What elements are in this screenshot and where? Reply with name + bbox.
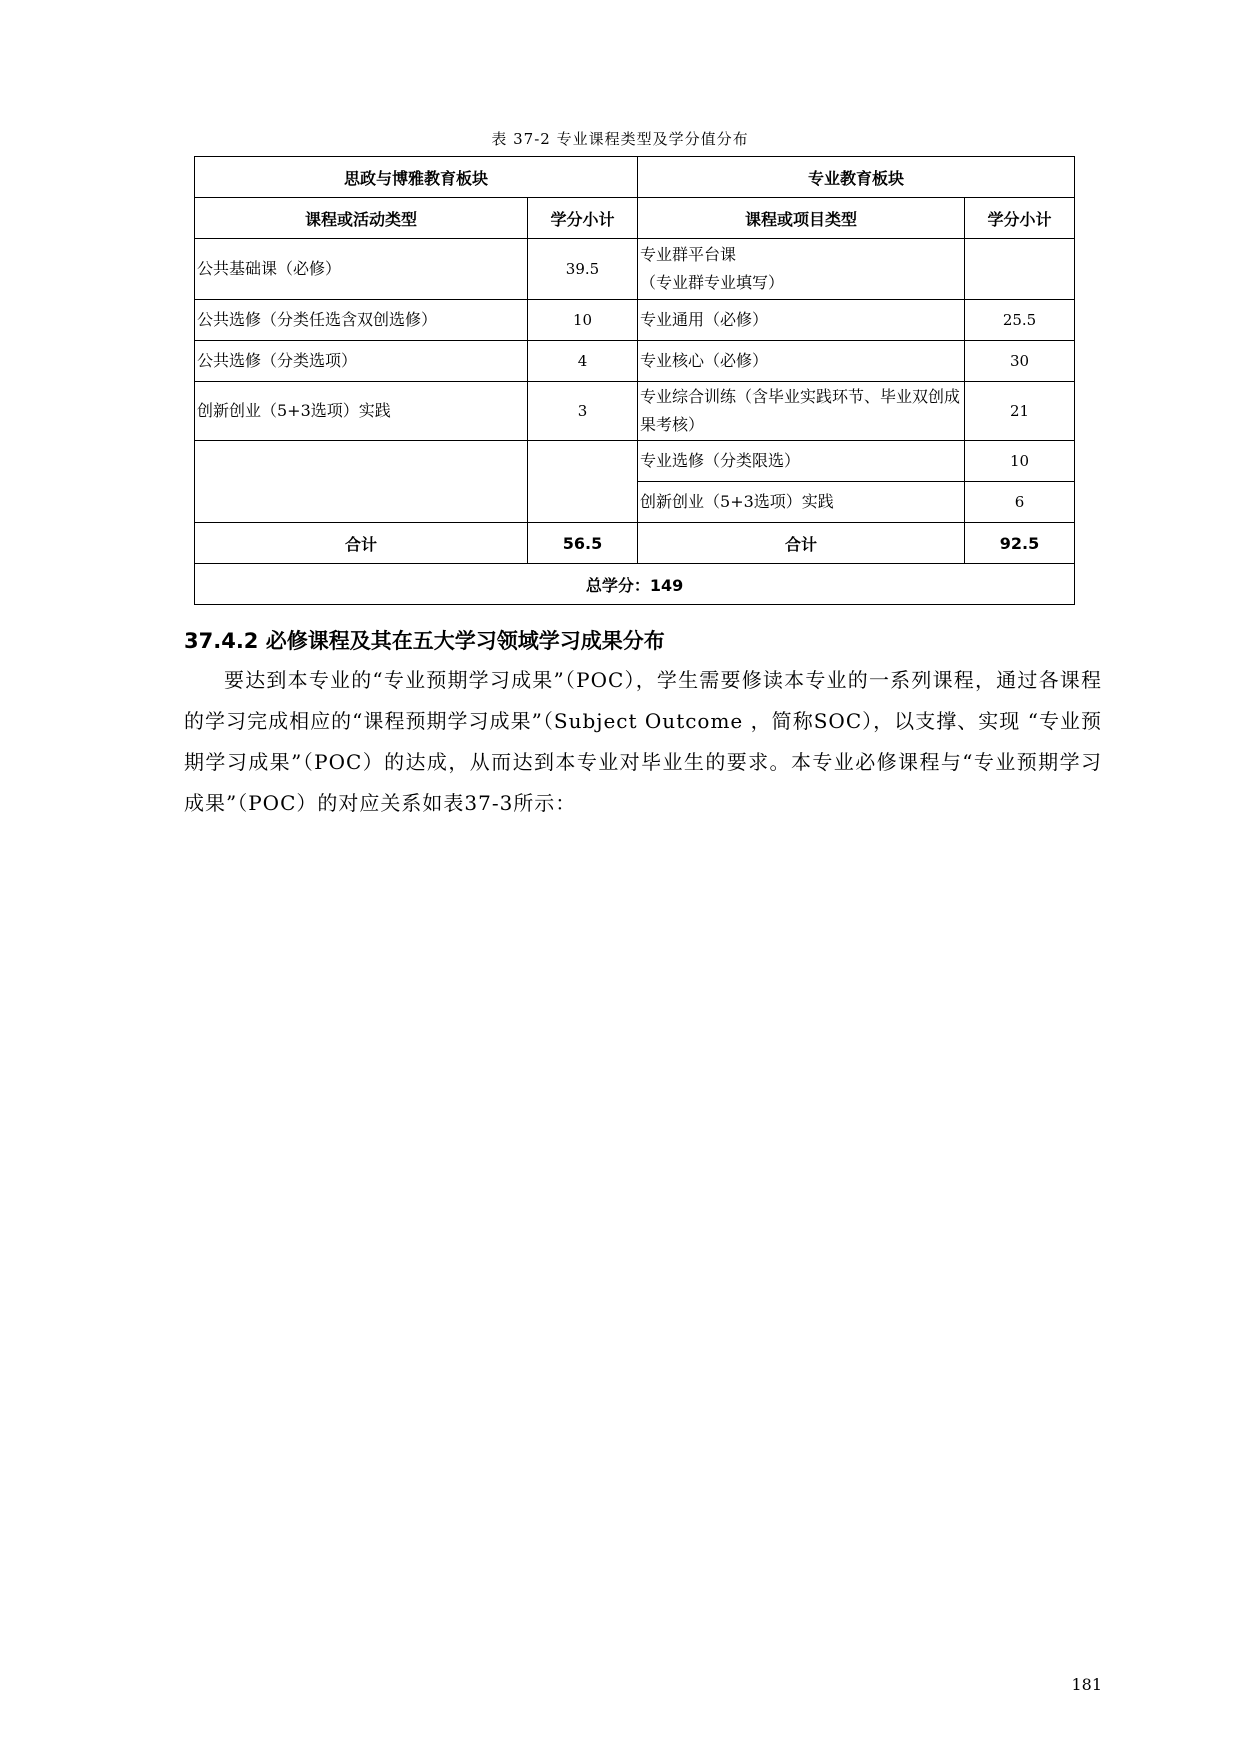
body-paragraph: 要达到本专业的“专业预期学习成果”（POC），学生需要修读本专业的一系列课程，通过各课程的学习完成相应的“课程预期学习成果”（Subject Outcome ，简称SOC），以支撑、实现 “专业预期学习成果”（POC）的达成，从而达到本专业对毕业生的要求。本专业必修课程与“专业预期学习成果”（POC）的对应关系如表37-3所示： — [184, 668, 1102, 815]
group-header-left: 思政与博雅教育板块 — [195, 157, 638, 198]
cell-credit: 10 — [965, 441, 1075, 482]
cell-course-type: 创新创业（5+3选项）实践 — [195, 382, 528, 441]
cell-course-type: 创新创业（5+3选项）实践 — [638, 482, 965, 523]
cell-course-type: 公共选修（分类选项） — [195, 341, 528, 382]
cell-credit: 3 — [528, 382, 638, 441]
column-header: 学分小计 — [528, 198, 638, 239]
total-label: 合计 — [638, 523, 965, 564]
cell-course-type: 专业通用（必修） — [638, 300, 965, 341]
cell-credit: 30 — [965, 341, 1075, 382]
cell-empty — [195, 441, 528, 523]
group-header-right: 专业教育板块 — [638, 157, 1075, 198]
cell-credit: 10 — [528, 300, 638, 341]
cell-course-type: 专业综合训练（含毕业实践环节、毕业双创成果考核） — [638, 382, 965, 441]
cell-credit — [965, 239, 1075, 300]
table-row — [195, 441, 1075, 482]
table-caption: 表 37-2 专业课程类型及学分值分布 — [491, 130, 749, 148]
column-header: 课程或项目类型 — [638, 198, 965, 239]
table-row — [195, 382, 1075, 441]
table-row — [195, 341, 1075, 382]
total-value: 56.5 — [528, 523, 638, 564]
column-header: 学分小计 — [965, 198, 1075, 239]
total-row — [195, 523, 1075, 564]
grand-total-row — [195, 564, 1075, 605]
cell-credit: 39.5 — [528, 239, 638, 300]
page-number: 181 — [1071, 1675, 1102, 1694]
cell-course-type: 专业选修（分类限选） — [638, 441, 965, 482]
cell-credit: 6 — [965, 482, 1075, 523]
credit-distribution-table — [194, 156, 1075, 605]
cell-course-type: 专业群平台课 （专业群专业填写） — [638, 239, 965, 300]
cell-course-type: 公共基础课（必修） — [195, 239, 528, 300]
total-label: 合计 — [195, 523, 528, 564]
cell-credit: 4 — [528, 341, 638, 382]
cell-credit: 25.5 — [965, 300, 1075, 341]
table-row — [195, 239, 1075, 300]
total-value: 92.5 — [965, 523, 1075, 564]
cell-course-type: 专业核心（必修） — [638, 341, 965, 382]
section-heading: 37.4.2 必修课程及其在五大学习领域学习成果分布 — [184, 629, 665, 653]
cell-course-type: 公共选修（分类任选含双创选修） — [195, 300, 528, 341]
cell-credit: 21 — [965, 382, 1075, 441]
table-row — [195, 300, 1075, 341]
cell-empty — [528, 441, 638, 523]
column-header: 课程或活动类型 — [195, 198, 528, 239]
grand-total: 总学分：149 — [195, 564, 1075, 605]
